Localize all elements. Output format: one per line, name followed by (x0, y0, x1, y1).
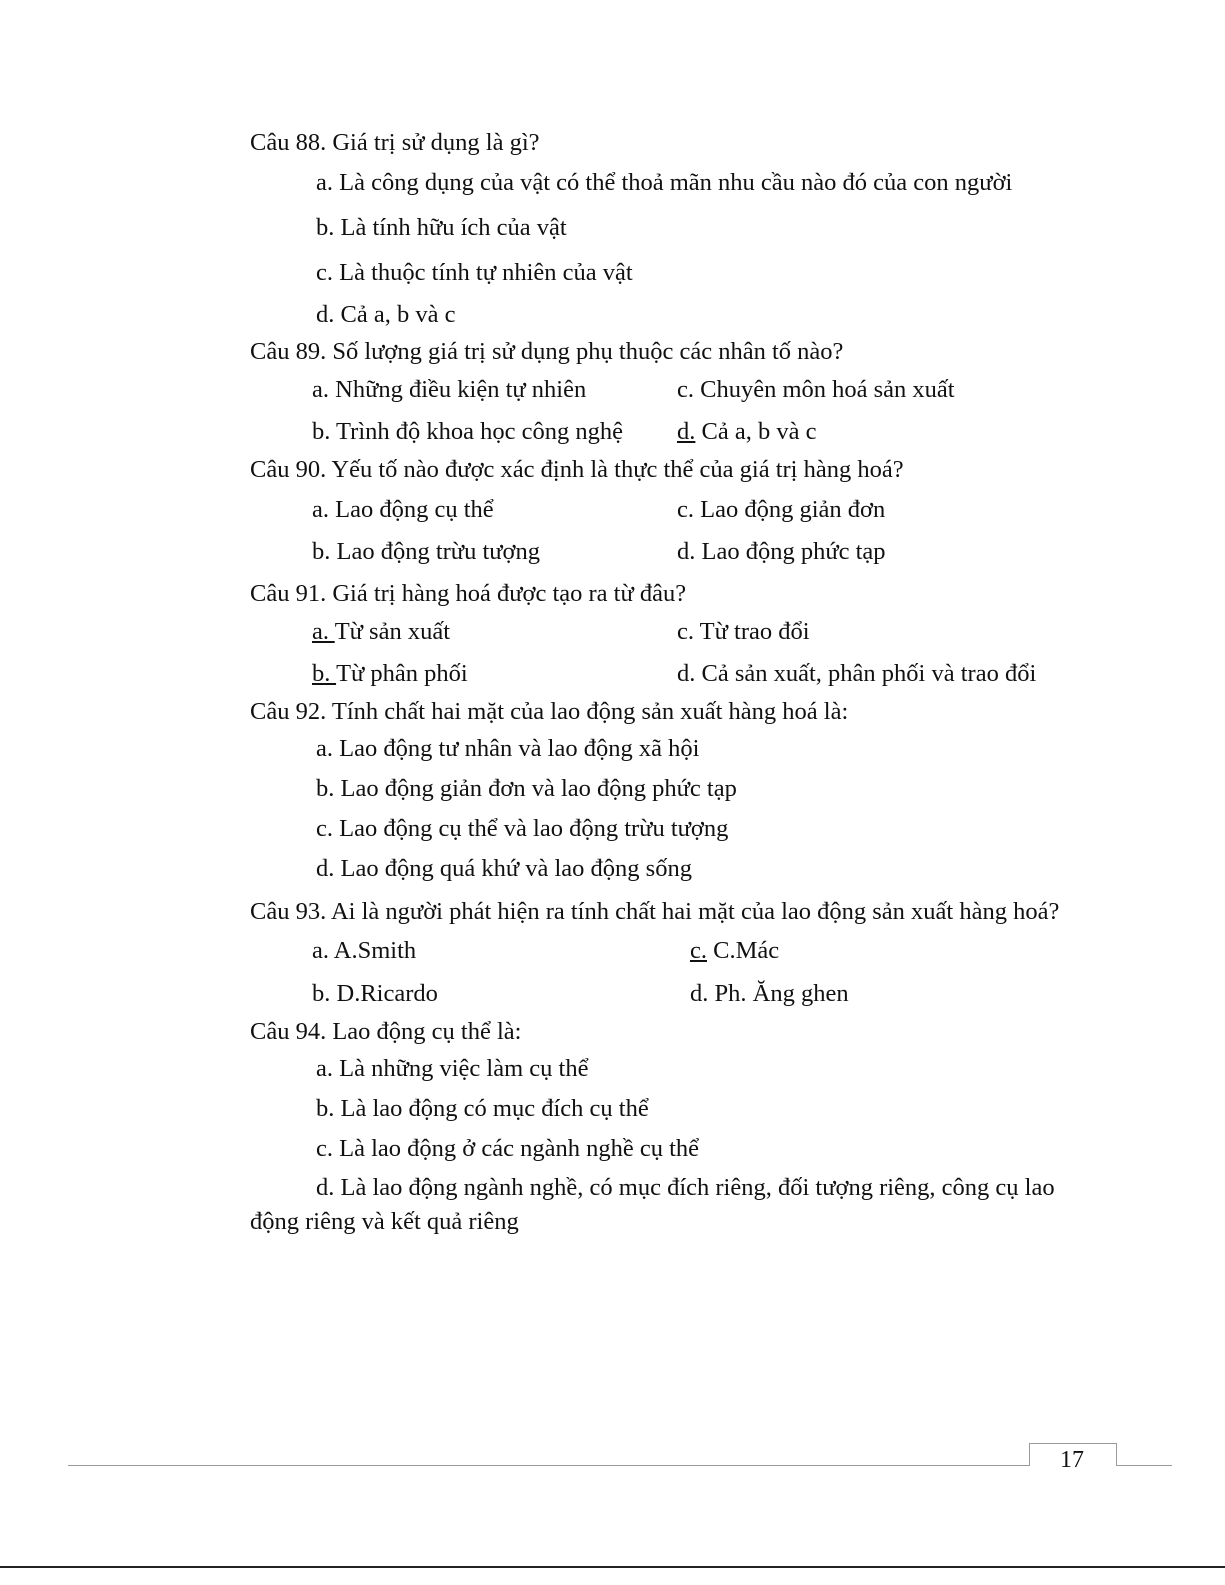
option-88-b: b. Là tính hữu ích của vật (316, 214, 567, 241)
question-88: Câu 88. Giá trị sử dụng là gì? (250, 129, 540, 156)
option-91-a-text: Từ sản xuất (334, 618, 451, 645)
option-93-a: a. A.Smith (312, 937, 417, 964)
option-92-b: b. Lao động giản đơn và lao động phức tạp (316, 775, 737, 802)
page-number: 17 (1060, 1447, 1084, 1473)
option-89-b: b. Trình độ khoa học công nghệ (312, 418, 623, 445)
option-91-b (312, 653, 468, 695)
question-94: Câu 94. Lao động cụ thể là: (250, 1018, 522, 1045)
option-88-d: d. Cả a, b và c (316, 301, 456, 328)
option-row-93-ac (250, 929, 1070, 973)
option-row-89-bd (250, 411, 1070, 453)
option-row-90-bd (250, 533, 1070, 577)
option-94-c: c. Là lao động ở các ngành nghề cụ thể (316, 1135, 700, 1162)
option-90-a: a. Lao động cụ thể (312, 496, 494, 523)
option-91-b-text: Từ phân phối (336, 660, 468, 687)
option-92-a: a. Lao động tư nhân và lao động xã hội (316, 735, 700, 762)
option-91-a (312, 611, 450, 653)
option-89-a: a. Những điều kiện tự nhiên (312, 376, 587, 403)
option-row-93-bd (250, 973, 1070, 1015)
question-89: Câu 89. Số lượng giá trị sử dụng phụ thuộc các nhân tố nào? (250, 338, 844, 365)
option-89-c: c. Chuyên môn hoá sản xuất (677, 376, 955, 403)
question-93: Câu 93. Ai là người phát hiện ra tính chất hai mặt của lao động sản xuất hàng hoá? (250, 898, 1060, 925)
option-row-91-ac (250, 611, 1070, 653)
page-bottom-edge (0, 1566, 1225, 1568)
question-92: Câu 92. Tính chất hai mặt của lao động sản xuất hàng hoá là: (250, 698, 849, 725)
footer-rule-left (68, 1465, 1030, 1466)
answer-marker: c. (690, 937, 707, 964)
question-90: Câu 90. Yếu tố nào được xác định là thực thể của giá trị hàng hoá? (250, 456, 904, 483)
option-93-b: b. D.Ricardo (312, 980, 438, 1007)
option-94-d: d. Là lao động ngành nghề, có mục đích riêng, đối tượng riêng, công cụ lao động riêng và kết quả riêng (250, 1174, 1055, 1235)
option-row-90-ac (250, 487, 1070, 533)
answer-marker: b. (312, 660, 337, 687)
option-88-a: a. Là công dụng của vật có thể thoả mãn nhu cầu nào đó của con người (316, 169, 1013, 196)
option-93-c-text: C.Mác (707, 937, 780, 964)
option-89-d-text: Cả a, b và c (695, 418, 817, 445)
option-88-c: c. Là thuộc tính tự nhiên của vật (316, 259, 633, 286)
option-90-d: d. Lao động phức tạp (677, 538, 886, 565)
footer-rule-right (1116, 1465, 1172, 1466)
option-90-b: b. Lao động trừu tượng (312, 538, 541, 565)
option-91-d: d. Cả sản xuất, phân phối và trao đổi (677, 660, 1037, 687)
option-row-91-bd (250, 653, 1070, 695)
answer-marker: a. (312, 618, 335, 645)
option-93-d: d. Ph. Ăng ghen (690, 980, 849, 1007)
option-93-c (690, 929, 779, 973)
option-94-a: a. Là những việc làm cụ thể (316, 1055, 589, 1082)
option-91-c: c. Từ trao đổi (677, 618, 810, 645)
option-89-d (677, 411, 816, 453)
option-94-b: b. Là lao động có mục đích cụ thể (316, 1095, 649, 1122)
document-body (250, 126, 1070, 1239)
option-92-c: c. Lao động cụ thể và lao động trừu tượng (316, 815, 729, 842)
option-92-d: d. Lao động quá khứ và lao động sống (316, 855, 692, 882)
question-91: Câu 91. Giá trị hàng hoá được tạo ra từ đâu? (250, 580, 687, 607)
option-90-c: c. Lao động giản đơn (677, 496, 886, 523)
option-row-89-ac (250, 369, 1070, 411)
answer-marker: d. (677, 418, 696, 445)
